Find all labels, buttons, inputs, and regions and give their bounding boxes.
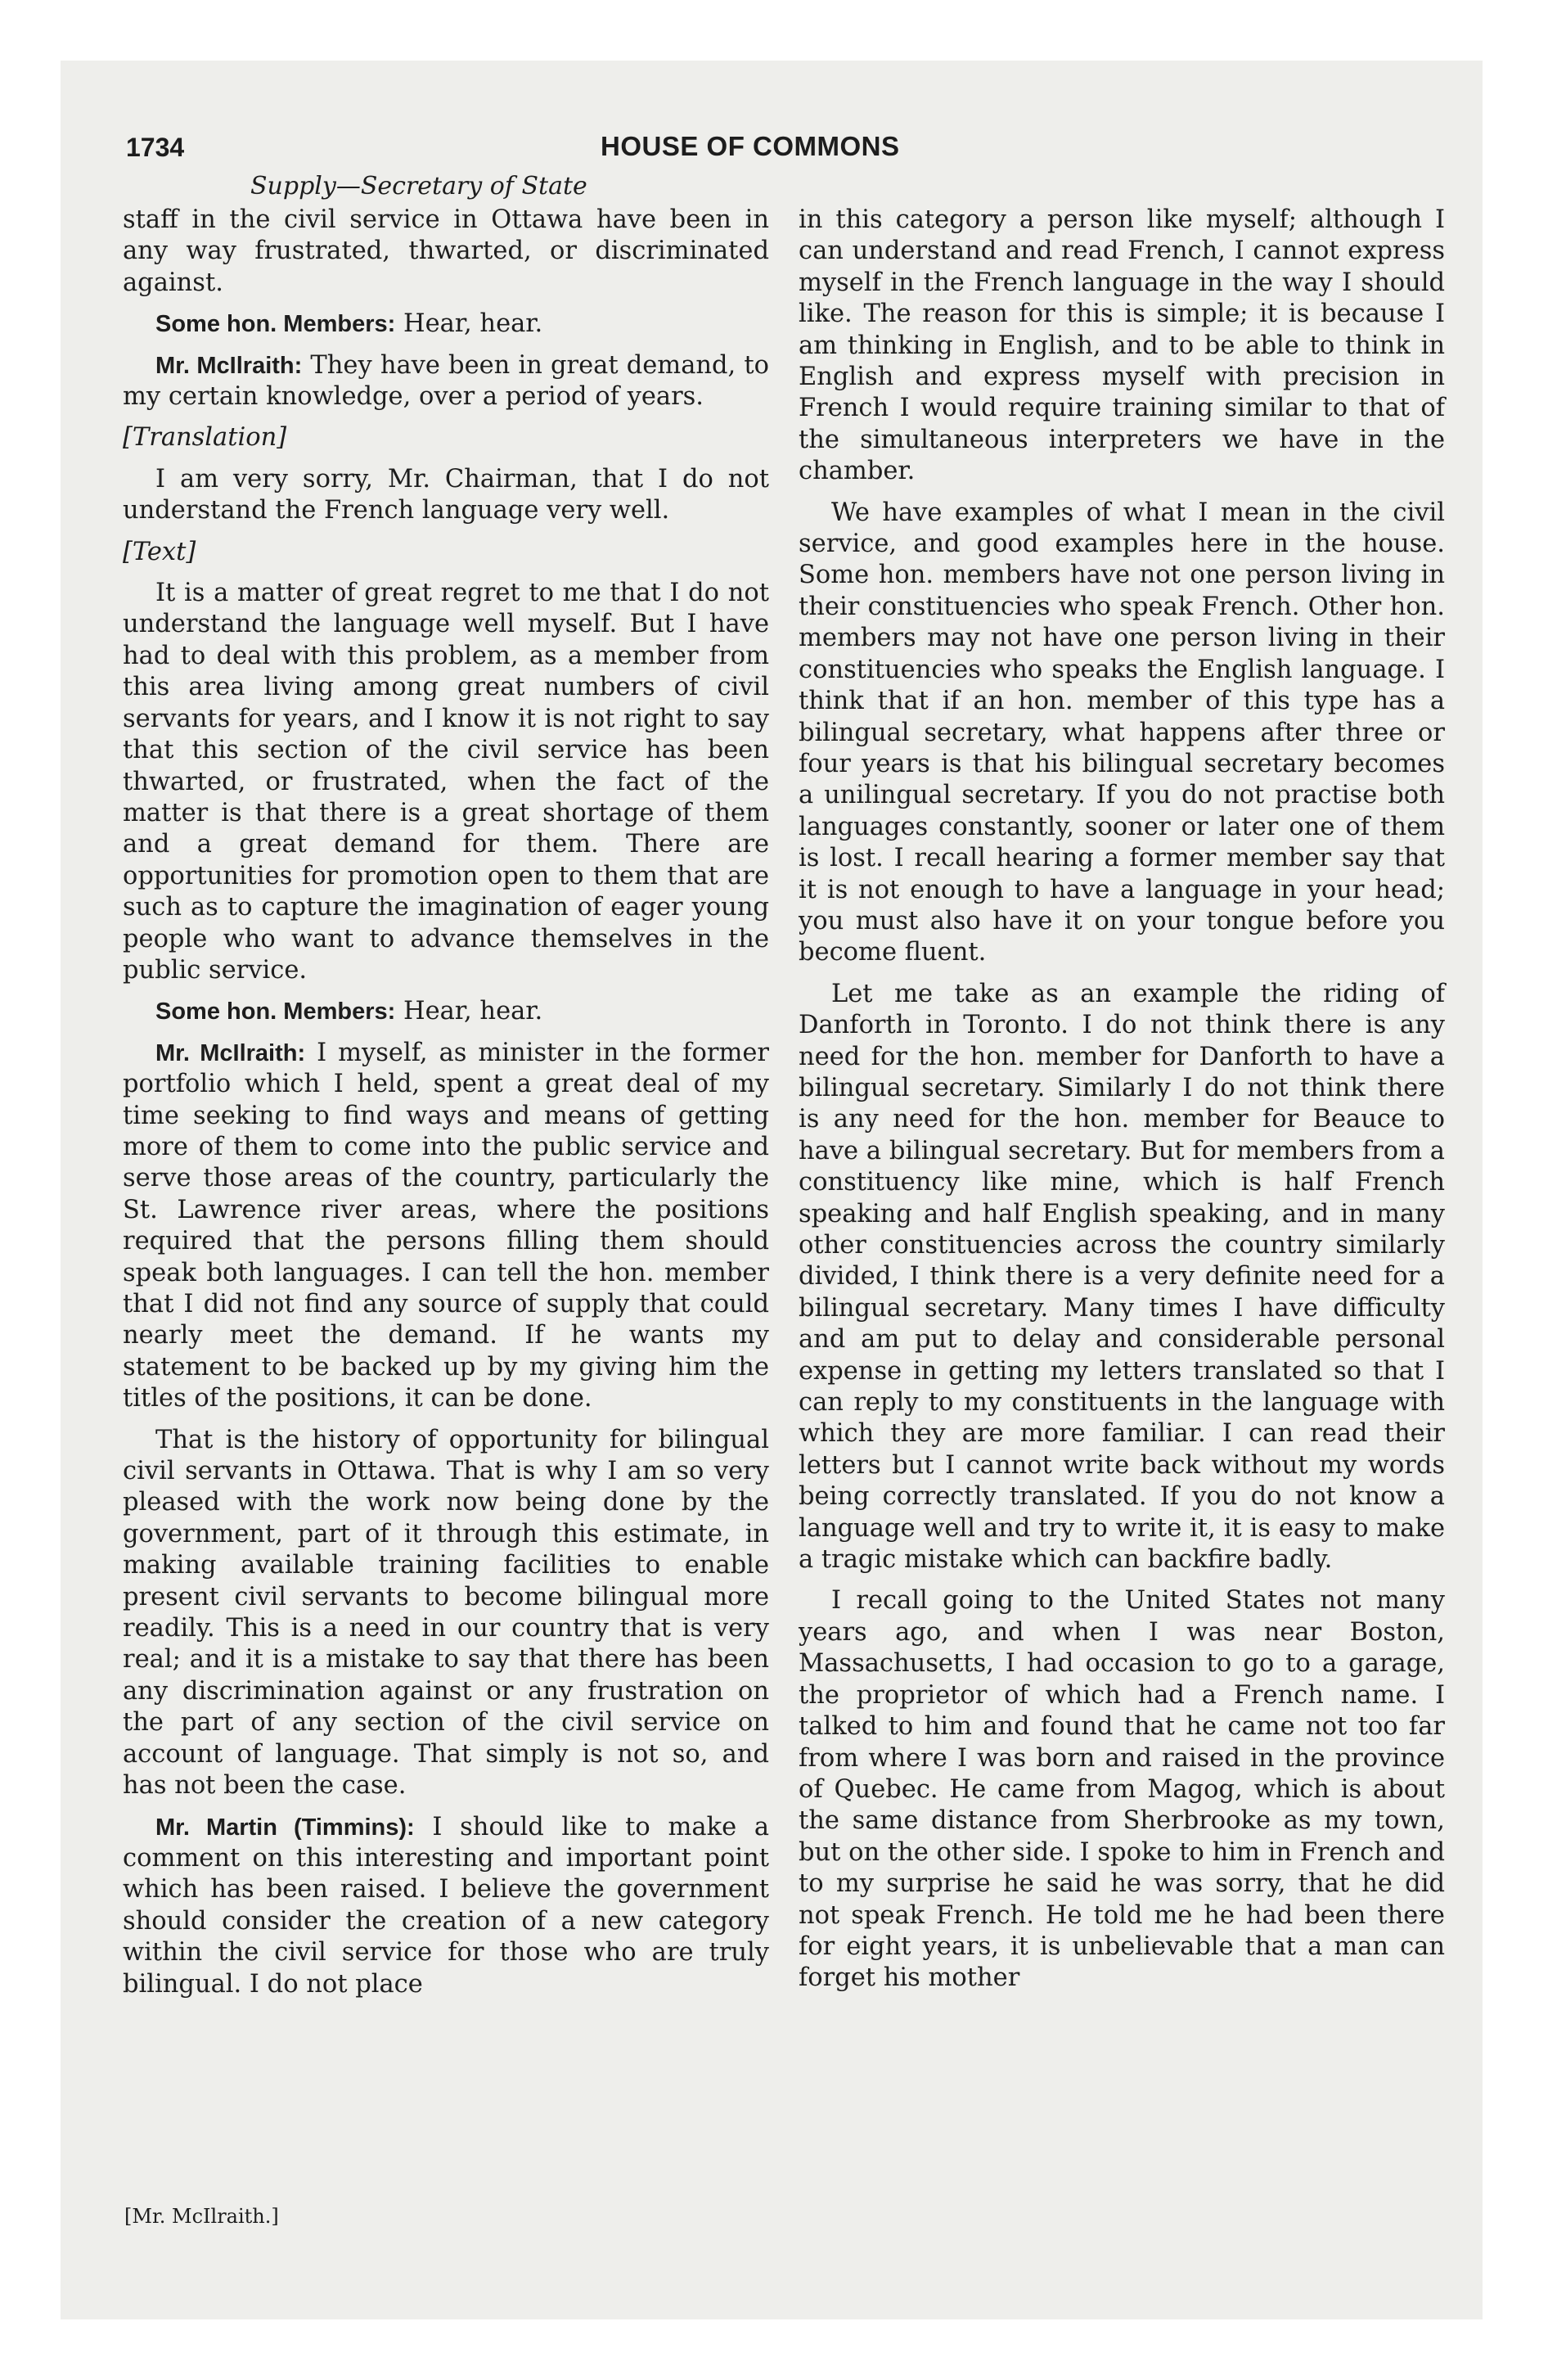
paragraph xyxy=(123,996,769,1027)
page-number: 1734 xyxy=(126,133,185,162)
speaker-name: Some hon. Members: xyxy=(155,998,396,1025)
footer-attribution: [Mr. McIlraith.] xyxy=(124,2205,279,2228)
paragraph xyxy=(123,350,769,413)
paragraph xyxy=(123,1812,769,2000)
text-label: [Text] xyxy=(123,537,196,566)
paragraph: in this category a person like myself; although I can understand and read French, I cannot express myself in the French language in the way I should like. The reason for this is simple; it is because I am thinking in English, and to be able to think in English and express myself with precision in French I would require training similar to that of the simultaneous interpreters we have in the chamber. xyxy=(799,205,1445,486)
speech-text: I myself, as minister in the former portfolio which I held, spent a great deal of my time seeking to find ways and means of getting more of them to come into the public service and serve those areas of the country, particularly the St. Lawrence river areas, where the positions required that the persons filling them should speak both languages. I can tell the hon. member that I did not find any source of supply that could nearly meet the demand. If he wants my statement to be backed up by my giving him the titles of the positions, it can be done. xyxy=(123,1038,769,1413)
translation-label: [Translation] xyxy=(123,423,287,453)
paragraph: I am very sorry, Mr. Chairman, that I do not understand the French language very well. xyxy=(123,464,769,525)
paragraph: It is a matter of great regret to me that I do not understand the language well myself. But I have had to deal with this problem, as a member from this area living among great numbers of civil servants for years, and I know it is not right to say that this section of the civil service has been thwarted, or frustrated, when the fact of the matter is that there is a great shortage of them and a great demand for them. There are opportunities for promotion open to them that are such as to capture the imagination of eager young people who want to advance themselves in the public service. xyxy=(123,579,769,985)
paragraph: staff in the civil service in Ottawa have been in any way frustrated, thwarted, or discriminated against. xyxy=(123,205,769,297)
paragraph xyxy=(123,309,769,340)
section-heading: Supply—Secretary of State xyxy=(250,172,587,201)
paragraph: I recall going to the United States not many years ago, and when I was near Boston, Massachusetts, I had occasion to go to a garage, the proprietor of which had a French name. I talked to him and found that he came not too far from where I was born and raised in the province of Quebec. He came from Magog, which is about the same distance from Sherbrooke as my town, but on the other side. I spoke to him in French and to my surprise he said he was sorry, that he did not speak French. He told me he had been there for eight years, it is unbelievable that a man can forget his mother xyxy=(799,1586,1445,1993)
speech-text: They have been in great demand, to my certain knowledge, over a period of years. xyxy=(123,350,769,412)
paragraph: That is the history of opportunity for bilingual civil servants in Ottawa. That is why I am so very pleased with the work now being done by the government, part of it through this estimate, in making available training facilities to enable present civil servants to become bilingual more readily. This is a need in our country that is very real; and it is a mistake to say that there has been any discrimination against or any frustration on the part of any section of the civil service on account of language. That simply is not so, and has not been the case. xyxy=(123,1425,769,1801)
right-column xyxy=(799,205,1445,2004)
paragraph: We have examples of what I mean in the civil service, and good examples here in the house. Some hon. members have not one person living in their constituencies who speak French. Other hon. members may not have one person living in their constituencies who speaks the English language. I think that if an hon. member of this type has a bilingual secretary, what happens after three or four years is that his bilingual secretary becomes a unilingual secretary. If you do not practise both languages constantly, sooner or later one of them is lost. I recall hearing a former member say that it is not enough to have a language in your head; you must also have it on your tongue before you become fluent. xyxy=(799,498,1445,967)
speaker-name: Mr. McIlraith: xyxy=(155,352,303,379)
speaker-name: Mr. Martin (Timmins): xyxy=(155,1814,415,1841)
speech-text: I should like to make a comment on this interesting and important point which has been raised. I believe the government should consider the creation of a new category within the civil service for those who are truly bilingual. I do not place xyxy=(123,1812,769,1999)
left-column xyxy=(123,205,769,2010)
speaker-name: Some hon. Members: xyxy=(155,311,396,338)
paragraph xyxy=(123,1038,769,1415)
running-head: HOUSE OF COMMONS xyxy=(601,131,900,161)
speaker-name: Mr. McIlraith: xyxy=(155,1039,306,1066)
paragraph: Let me take as an example the riding of Danforth in Toronto. I do not think there is any need for the hon. member for Danforth to have a bilingual secretary. Similarly I do not think there is any need for the hon. member for Beauce to have a bilingual secretary. But for members from a constituency like mine, which is half French speaking and half English speaking, and in many other constituencies across the country similarly divided, I think there is a very definite need for a bilingual secretary. Many times I have difficulty and am put to delay and considerable personal expense in getting my letters translated so that I can reply to my constituents in the language with which they are more familiar. I can read their letters but I cannot write back without my words being correctly translated. If you do not know a language well and try to write it, it is easy to make a tragic mistake which can backfire badly. xyxy=(799,979,1445,1575)
speech-text: Hear, hear. xyxy=(395,309,543,339)
speech-text: Hear, hear. xyxy=(395,997,543,1026)
